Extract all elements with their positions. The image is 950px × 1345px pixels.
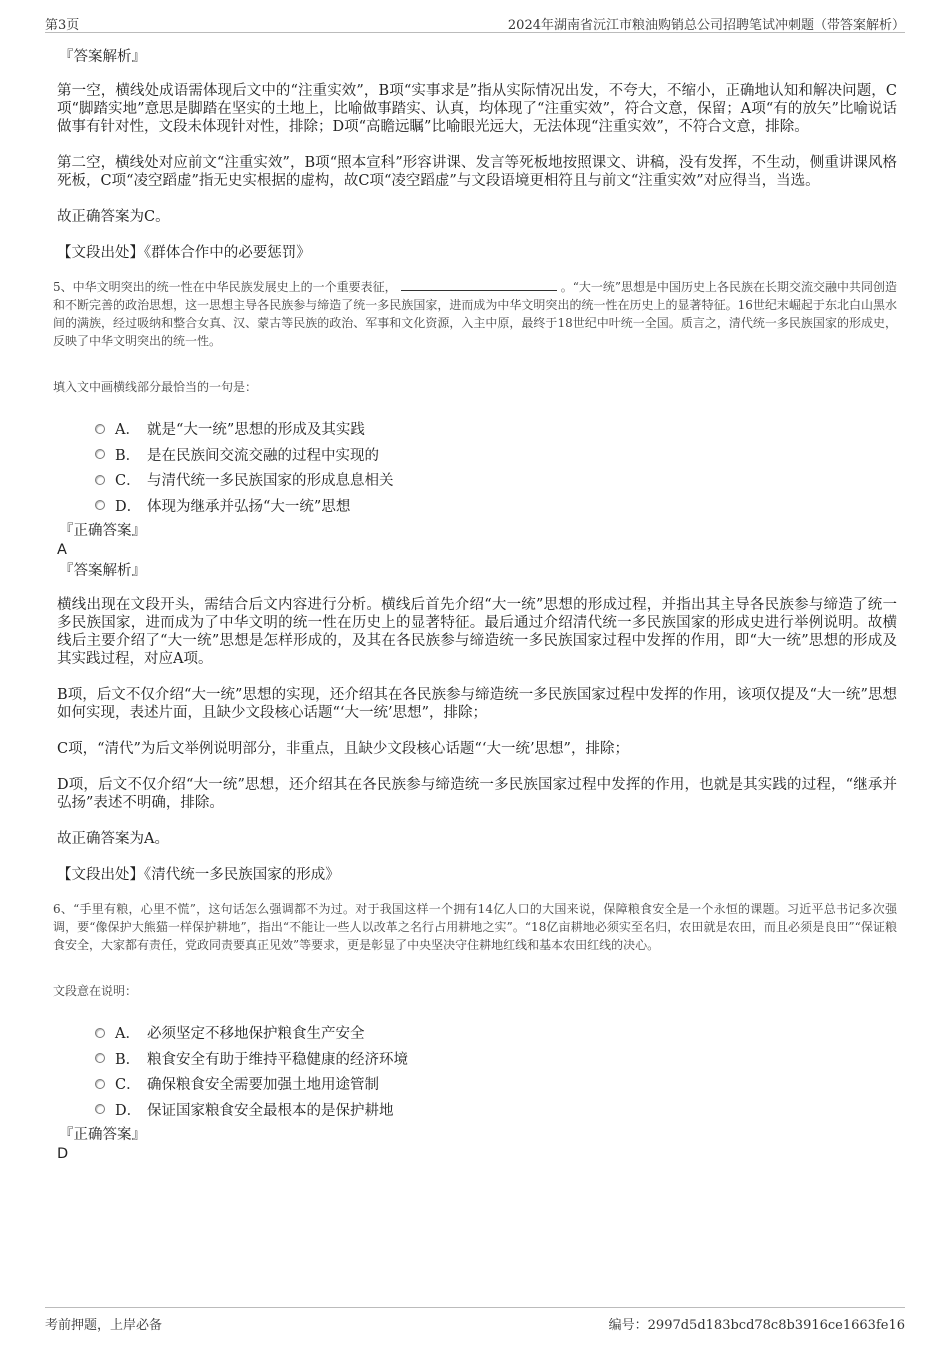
radio-button[interactable] [95, 475, 105, 485]
document-id: 编号：2997d5d183bcd78c8b3916ce1663fe16 [608, 1318, 905, 1333]
question-5-text [53, 278, 897, 350]
analysis-paragraph: 第二空，横线处对应前文“注重实效”，B项“照本宣科”形容讲课、发言等死板地按照课文、讲稿，没有发挥，不生动，侧重讲课风格死板，C项“凌空蹈虚”指无史实根据的虚构，故C项“凌空蹈虚”与文段语境更相符且与前文“注重实效”对应得当，当选。 [57, 155, 897, 189]
analysis-paragraph: D项，后文不仅介绍“大一统”思想，还介绍其在各民族参与缔造统一多民族国家过程中发挥的作用，也就是其实践的过程，“继承并弘扬”表述不明确，排除。 [57, 777, 897, 811]
question-6-options [95, 1020, 897, 1122]
radio-button[interactable] [95, 424, 105, 434]
radio-button[interactable] [95, 1079, 105, 1089]
radio-button[interactable] [95, 449, 105, 459]
question-5-text-after: 。“大一统”思想是中国历史上各民族在长期交流交融中共同创造和不断完善的政治思想，这一思想主导各民族参与缔造了统一多民族国家，进而成为中华文明突出的统一性在历史上的显著特征。16世纪末崛起于东北白山黑水间的满族，经过吸纳和整合女真、汉、蒙古等民族的政治、军事和文化资源，入主中原，最终于18世纪中叶统一全国。质言之，清代统一多民族国家的形成史，反映了中华文明突出的统一性。 [53, 280, 897, 348]
analysis-label: 『答案解析』 [59, 49, 146, 65]
analysis-conclusion: 故正确答案为C。 [57, 209, 170, 225]
correct-answer: D [57, 1146, 69, 1162]
option-d[interactable]: D． 保证国家粮食安全最根本的是保护耕地 [95, 1097, 897, 1123]
page-header [45, 10, 905, 33]
analysis-paragraph: C项，“清代”为后文举例说明部分，非重点，且缺少文段核心话题“‘大一统’思想”，排除； [57, 741, 629, 757]
document-title: 2024年湖南省沅江市粮油购销总公司招聘笔试冲刺题（带答案解析） [507, 18, 905, 33]
correct-answer-label: 『正确答案』 [59, 1127, 146, 1143]
option-c[interactable]: C． 确保粮食安全需要加强土地用途管制 [95, 1071, 897, 1097]
radio-button[interactable] [95, 1053, 105, 1063]
question-5-text-before: 5、中华文明突出的统一性在中华民族发展史上的一个重要表征， [53, 280, 397, 294]
question-6-text: 6、“手里有粮，心里不慌”，这句话怎么强调都不为过。对于我国这样一个拥有14亿人口的大国来说，保障粮食安全是一个永恒的课题。习近平总书记多次强调，要“像保护大熊猫一样保护耕地”，指出“不能让一些人以改革之名行占用耕地之实”。“18亿亩耕地必须实至名归，农田就是农田，而且必须是良田”“保证粮食安全，大家都有责任，党政同责要真正见效”等要求，更是彰显了中央坚决守住耕地红线和基本农田红线的决心。 [53, 902, 897, 952]
option-c[interactable]: C． 与清代统一多民族国家的形成息息相关 [95, 467, 897, 493]
option-b[interactable]: B． 是在民族间交流交融的过程中实现的 [95, 442, 897, 468]
answer-blank [401, 278, 557, 291]
analysis-label: 『答案解析』 [59, 563, 146, 579]
footer-slogan: 考前押题，上岸必备 [45, 1318, 163, 1333]
radio-button[interactable] [95, 1104, 105, 1114]
analysis-paragraph: B项，后文不仅介绍“大一统”思想的实现，还介绍其在各民族参与缔造统一多民族国家过程中发挥的作用，该项仅提及“大一统”思想如何实现，表述片面，且缺少文段核心话题“‘大一统’思想”，排除； [57, 687, 897, 721]
question-5-prompt: 填入文中画横线部分最恰当的一句是： [53, 380, 258, 394]
analysis-paragraph: 第一空，横线处成语需体现后文中的“注重实效”，B项“实事求是”指从实际情况出发，不夸大，不缩小，正确地认知和解决问题，C项“脚踏实地”意思是脚踏在坚实的土地上，比喻做事踏实、认真，均体现了“注重实效”，符合文意，保留；A项“有的放矢”比喻说话做事有针对性，文段未体现针对性，排除；D项“高瞻远瞩”比喻眼光远大，无法体现“注重实效”，不符合文意，排除。 [57, 83, 897, 135]
analysis-conclusion: 故正确答案为A。 [57, 831, 169, 847]
source-line: 【文段出处】《清代统一多民族国家的形成》 [57, 867, 340, 883]
page-content [53, 44, 897, 1162]
radio-button[interactable] [95, 500, 105, 510]
correct-answer-label: 『正确答案』 [59, 523, 146, 539]
option-d[interactable]: D． 体现为继承并弘扬“大一统”思想 [95, 493, 897, 519]
option-b[interactable]: B． 粮食安全有助于维持平稳健康的经济环境 [95, 1046, 897, 1072]
option-a[interactable]: A． 就是“大一统”思想的形成及其实践 [95, 416, 897, 442]
question-5-options [95, 416, 897, 518]
source-line: 【文段出处】《群体合作中的必要惩罚》 [57, 245, 311, 261]
page-footer [45, 1307, 905, 1332]
analysis-paragraph: 横线出现在文段开头，需结合后文内容进行分析。横线后首先介绍“大一统”思想的形成过程，并指出其主导各民族参与缔造了统一多民族国家，进而成为了中华文明的统一性在历史上的显著特征。最后通过介绍清代统一多民族国家的形成史进行举例说明。故横线后主要介绍了“大一统”思想是怎样形成的，及其在各民族参与缔造统一多民族国家过程中发挥的作用，即“大一统”思想的形成及其实践过程，对应A项。 [57, 597, 897, 667]
radio-button[interactable] [95, 1028, 105, 1038]
correct-answer: A [57, 542, 67, 558]
page-number: 第3页 [45, 18, 80, 33]
question-6-prompt: 文段意在说明： [53, 984, 138, 998]
option-a[interactable]: A． 必须坚定不移地保护粮食生产安全 [95, 1020, 897, 1046]
